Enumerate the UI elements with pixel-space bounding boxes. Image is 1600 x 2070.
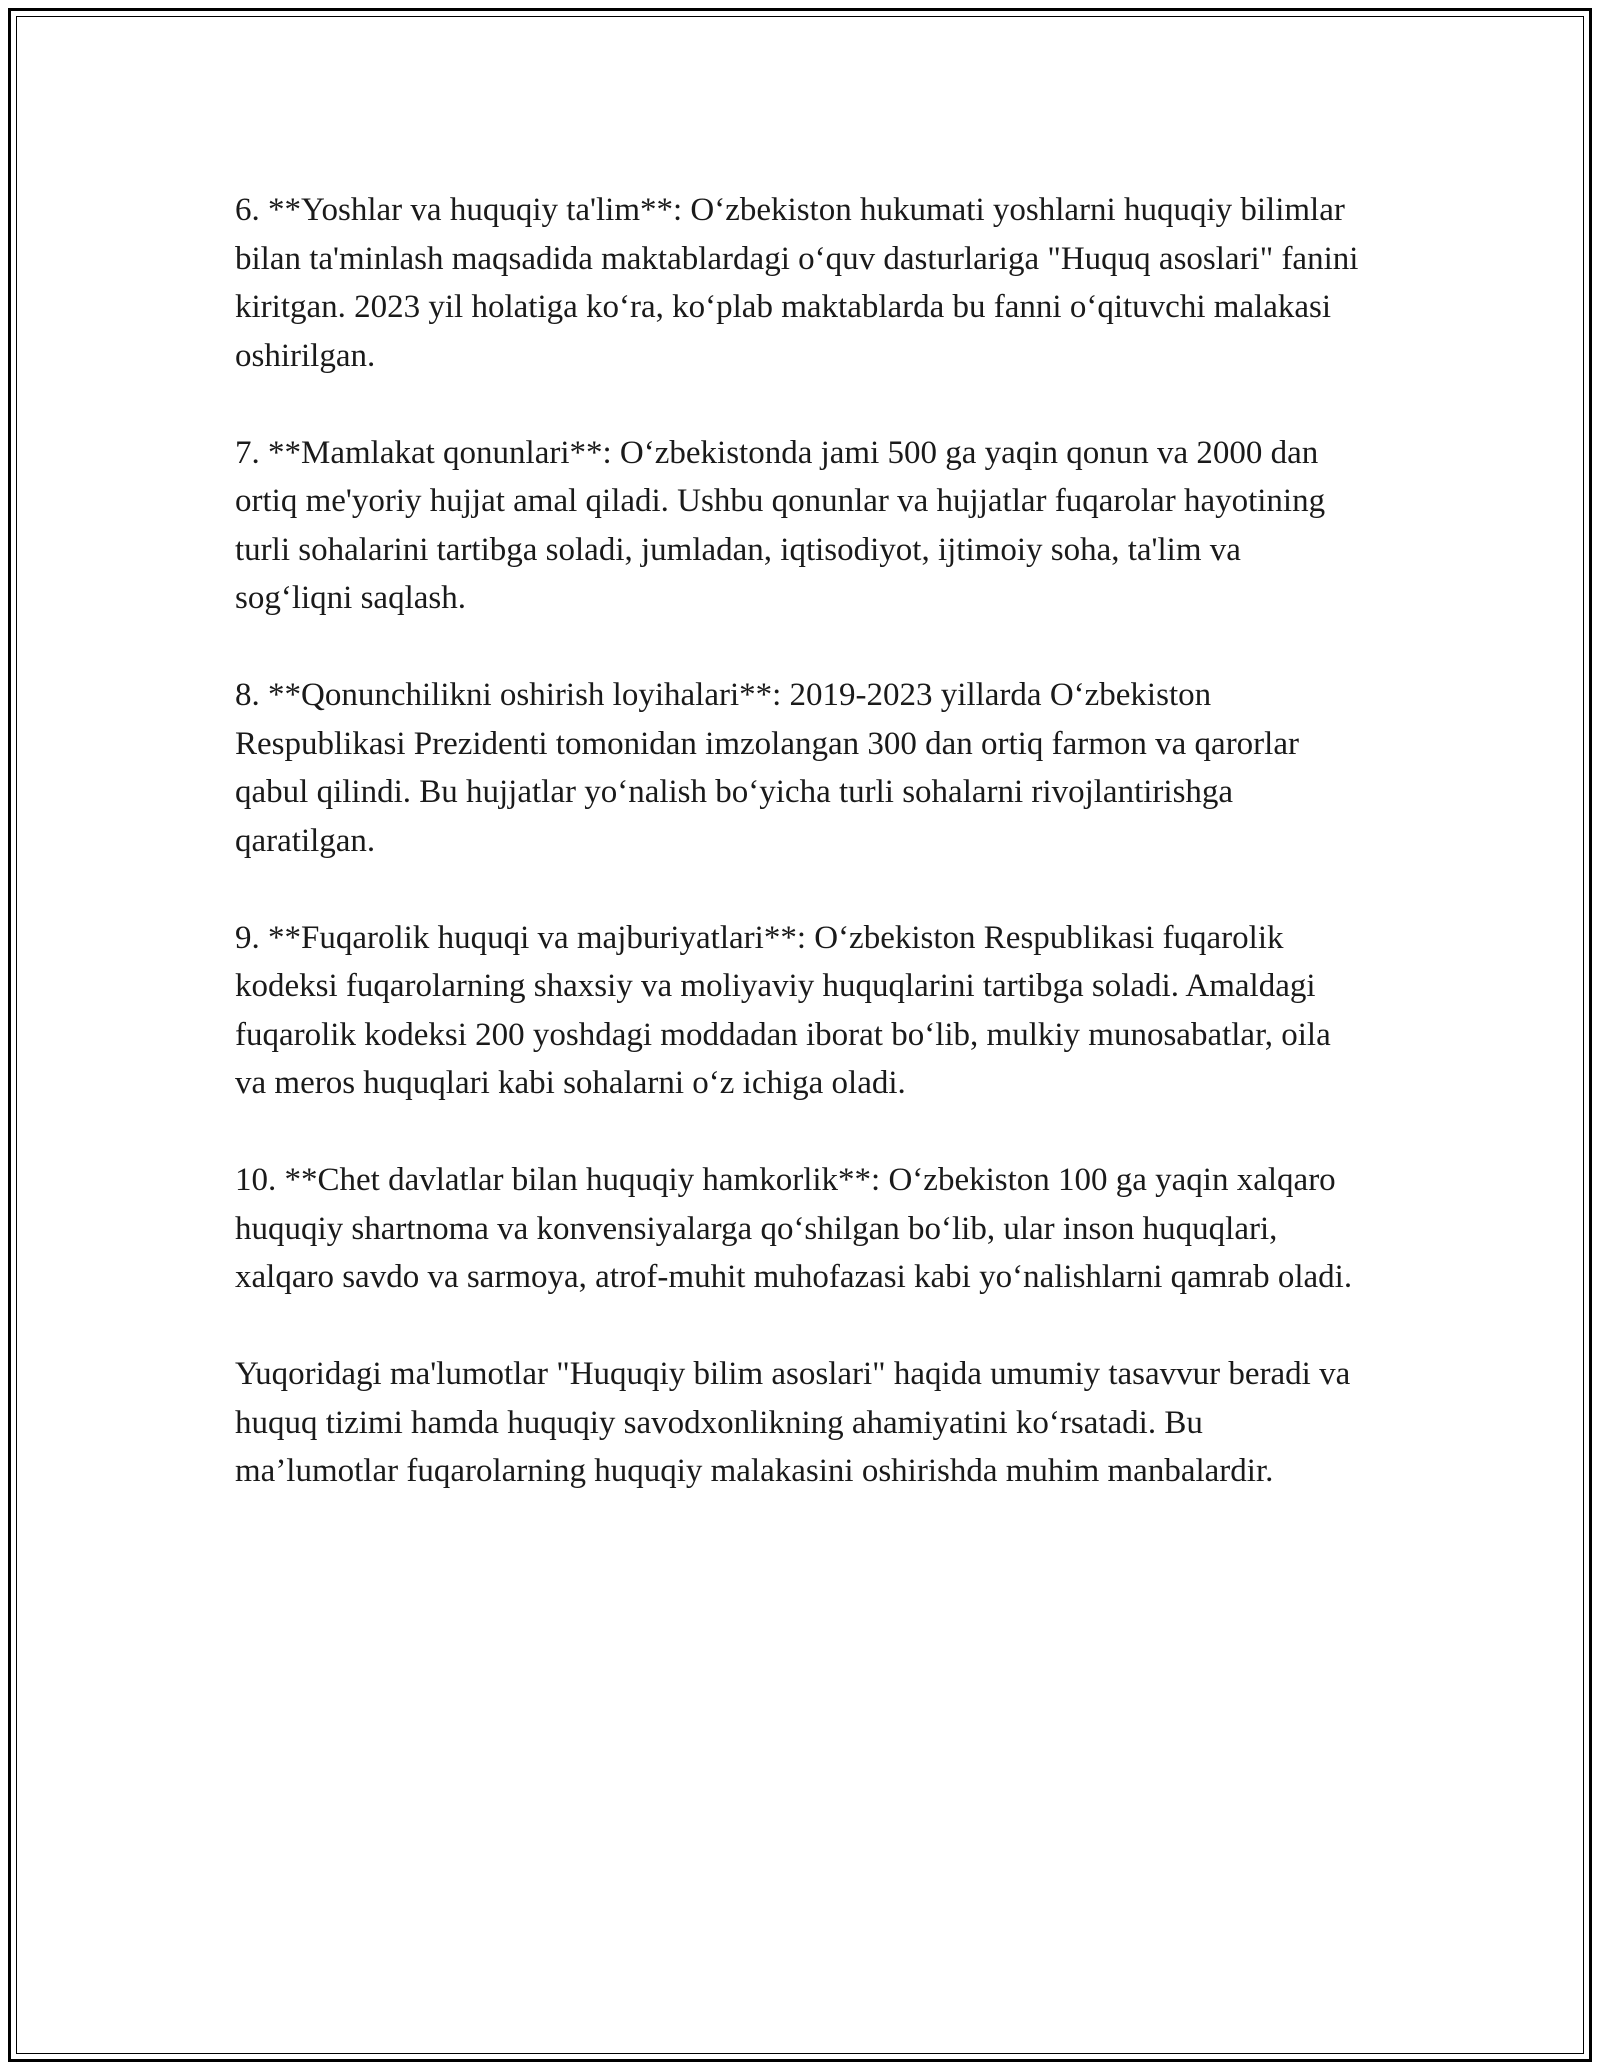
paragraph-item-10: 10. **Chet davlatlar bilan huquqiy hamkorlik**: O‘zbekiston 100 ga yaqin xalqaro huquqiy shartnoma va konvensiyalarga qo‘shilgan bo‘lib, ular inson huquqlari, xalqaro savdo va sarmoya, atrof-muhit muhofazasi kabi yo‘nalishlarni qamrab oladi.	[235, 1162, 1353, 1295]
paragraph-item-6: 6. **Yoshlar va huquqiy ta'lim**: O‘zbekiston hukumati yoshlarni huquqiy bilimlar bilan ta'minlash maqsadida maktablardagi o‘quv dasturlariga "Huquq asoslari" fanini kiritgan. 2023 yil holatiga ko‘ra, ko‘plab maktablarda bu fanni o‘qituvchi malakasi oshirilgan.	[235, 192, 1359, 374]
paragraph-item-9: 9. **Fuqarolik huquqi va majburiyatlari**: O‘zbekiston Respublikasi fuqarolik kodeksi fuqarolarning shaxsiy va moliyaviy huquqlarini tartibga soladi. Amaldagi fuqarolik kodeksi 200 yoshdagi moddadan iborat bo‘lib, mulkiy munosabatlar, oila va meros huquqlari kabi sohalarni o‘z ichiga oladi.	[235, 919, 1331, 1101]
paragraph-conclusion: Yuqoridagi ma'lumotlar "Huquqiy bilim asoslari" haqida umumiy tasavvur beradi va huquq tizimi hamda huquqiy savodxonlikning ahamiyatini ko‘rsatadi. Bu ma’lumotlar fuqarolarning huquqiy malakasini oshirishda muhim manbalardir.	[235, 1356, 1351, 1489]
paragraph-item-7: 7. **Mamlakat qonunlari**: O‘zbekistonda jami 500 ga yaqin qonun va 2000 dan ortiq me'yoriy hujjat amal qiladi. Ushbu qonunlar va hujjatlar fuqarolar hayotining turli sohalarini tartibga soladi, jumladan, iqtisodiyot, ijtimoiy soha, ta'lim va sog‘liqni saqlash.	[235, 434, 1326, 616]
paragraph-item-8: 8. **Qonunchilikni oshirish loyihalari**: 2019-2023 yillarda O‘zbekiston Respublikasi Prezidenti tomonidan imzolangan 300 dan ortiq farmon va qarorlar qabul qilindi. Bu hujjatlar yo‘nalish bo‘yicha turli sohalarni rivojlantirishga qaratilgan.	[235, 677, 1299, 859]
document-body	[235, 186, 1365, 1496]
